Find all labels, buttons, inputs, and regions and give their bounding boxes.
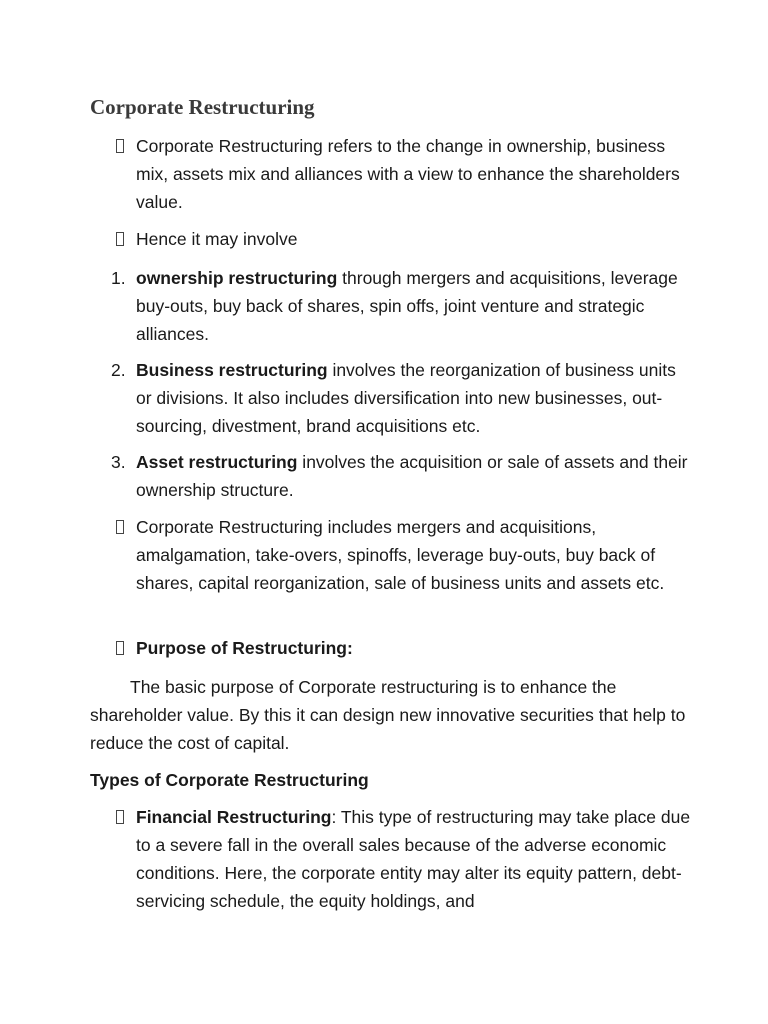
purpose-heading: Purpose of Restructuring:	[136, 638, 353, 658]
bullet-icon	[116, 139, 124, 153]
purpose-paragraph	[90, 673, 690, 757]
bullet-purpose	[136, 634, 696, 662]
item-2-text: involves the reorganization of business units or divisions. It also includes diversification into new businesses, out-sourcing, divestment, brand acquisitions etc.	[136, 360, 676, 436]
page-title: Corporate Restructuring	[90, 95, 315, 119]
purpose-paragraph-text: The basic purpose of Corporate restructuring is to enhance the shareholder value. By this it can design new innovative securities that help to reduce the cost of capital.	[90, 677, 686, 753]
numbered-item-1	[111, 264, 696, 348]
financial-text: : This type of restructuring may take place due to a severe fall in the overall sales because of the adverse economic conditions. Here, the corporate entity may alter its equity pattern, debt-servicing schedule, the equity holdings, and	[136, 807, 691, 911]
financial-bold: Financial Restructuring	[136, 807, 332, 827]
number-label: 1.	[111, 268, 126, 288]
bullet-includes	[136, 513, 696, 597]
bullet-icon	[116, 641, 124, 655]
number-label: 2.	[111, 360, 126, 380]
bullet-icon	[116, 520, 124, 534]
item-3-text: involves the acquisition or sale of assets and their ownership structure.	[136, 452, 688, 500]
number-label: 3.	[111, 452, 126, 472]
bullet-includes-text: Corporate Restructuring includes mergers and acquisitions, amalgamation, take-overs, spinoffs, leverage buy-outs, buy back of shares, capital reorganization, sale of business units and assets etc.	[136, 517, 665, 593]
bullet-financial	[136, 803, 696, 915]
numbered-item-2	[111, 356, 696, 440]
item-3-bold: Asset restructuring	[136, 452, 298, 472]
bullet-involve	[136, 225, 696, 253]
types-heading: Types of Corporate Restructuring	[90, 770, 369, 790]
bullet-definition	[136, 132, 696, 216]
numbered-item-3	[111, 448, 696, 504]
item-1-text: through mergers and acquisitions, leverage buy-outs, buy back of shares, spin offs, joint venture and strategic alliances.	[136, 268, 678, 344]
bullet-definition-text: Corporate Restructuring refers to the change in ownership, business mix, assets mix and alliances with a view to enhance the shareholders value.	[136, 136, 680, 212]
bullet-icon	[116, 810, 124, 824]
item-2-bold: Business restructuring	[136, 360, 328, 380]
item-1-bold: ownership restructuring	[136, 268, 338, 288]
bullet-icon	[116, 232, 124, 246]
bullet-involve-text: Hence it may involve	[136, 229, 298, 249]
